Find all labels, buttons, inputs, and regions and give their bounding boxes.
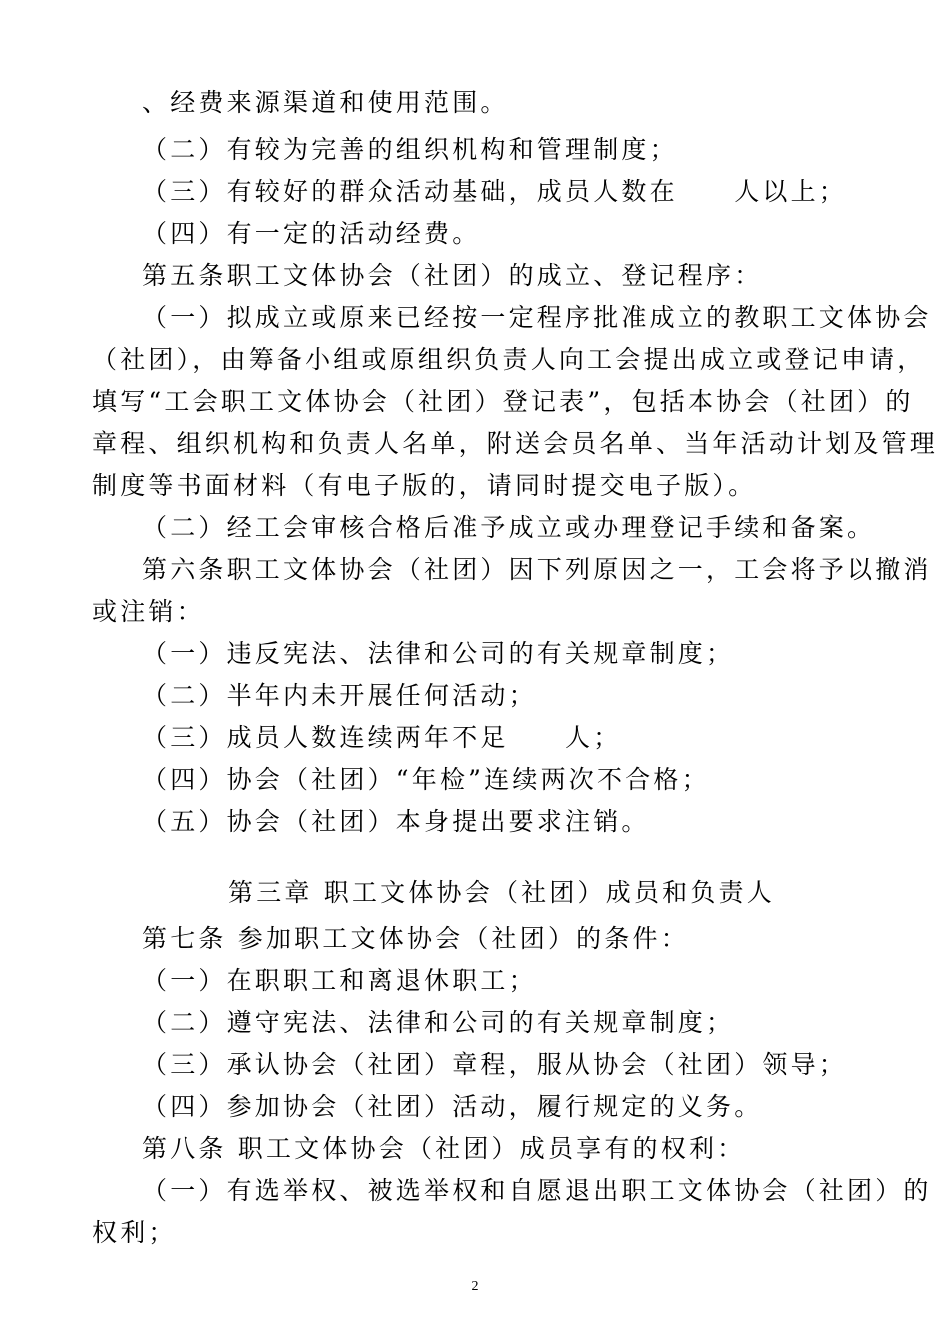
text-line: （五）协会（社团）本身提出要求注销。 xyxy=(142,807,650,836)
text-line: （一）拟成立或原来已经按一定程序批准成立的教职工文体协会 xyxy=(142,303,932,332)
article-heading: 第五条职工文体协会（社团）的成立、登记程序： xyxy=(142,261,763,290)
text-line: 制度等书面材料（有电子版的，请同时提交电子版）。 xyxy=(92,471,757,500)
text-line: （四）参加协会（社团）活动，履行规定的义务。 xyxy=(142,1092,763,1121)
text-line: 章程、组织机构和负责人名单，附送会员名单、当年活动计划及管理 xyxy=(92,429,939,458)
text-line: （三）承认协会（社团）章程，服从协会（社团）领导； xyxy=(142,1050,848,1079)
text-line: （社团），由筹备小组或原组织负责人向工会提出成立或登记申请， xyxy=(92,345,926,374)
text-line: （一）有选举权、被选举权和自愿退出职工文体协会（社团）的 xyxy=(142,1176,932,1205)
text-line: （二）遵守宪法、法律和公司的有关规章制度； xyxy=(142,1008,735,1037)
text-line: （四）有一定的活动经费。 xyxy=(142,219,481,248)
text-line: 填写“工会职工文体协会（社团）登记表”，包括本协会（社团）的 xyxy=(92,387,914,416)
text-line: 权利； xyxy=(92,1218,177,1247)
text-line: （二）有较为完善的组织机构和管理制度； xyxy=(142,135,678,164)
chapter-title: 第三章 职工文体协会（社团）成员和负责人 xyxy=(228,878,775,907)
text-line: 、经费来源渠道和使用范围。 xyxy=(142,88,509,117)
text-line: （三）有较好的群众活动基础，成员人数在 人以上； xyxy=(142,177,848,206)
text-line: （二）经工会审核合格后准予成立或办理登记手续和备案。 xyxy=(142,513,876,542)
article-heading: 第七条 参加职工文体协会（社团）的条件： xyxy=(142,924,689,953)
text-line: （一）在职职工和离退休职工； xyxy=(142,966,537,995)
article-heading: 第八条 职工文体协会（社团）成员享有的权利： xyxy=(142,1134,746,1163)
text-line: （一）违反宪法、法律和公司的有关规章制度； xyxy=(142,639,735,668)
text-line: （二）半年内未开展任何活动； xyxy=(142,681,537,710)
page-number: 2 xyxy=(471,1279,479,1294)
article-heading: 第六条职工文体协会（社团）因下列原因之一，工会将予以撤消 xyxy=(142,555,932,584)
text-line: 或注销： xyxy=(92,597,205,626)
text-line: （三）成员人数连续两年不足 人； xyxy=(142,723,622,752)
text-line: （四）协会（社团）“年检”连续两次不合格； xyxy=(142,765,710,794)
